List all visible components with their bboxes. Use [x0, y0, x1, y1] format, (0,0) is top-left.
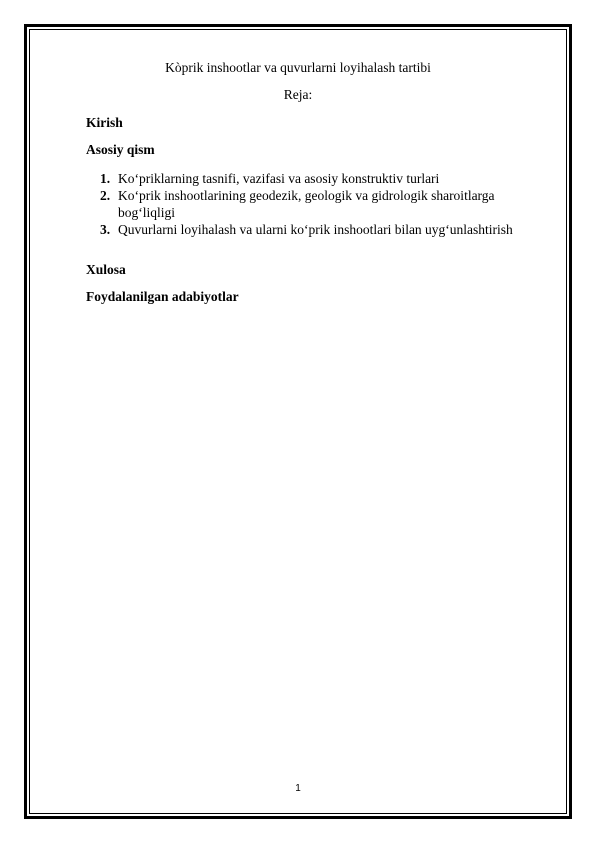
plan-item [100, 187, 540, 221]
section-heading-intro: Kirish [86, 115, 123, 130]
plan-label: Reja: [283, 87, 313, 102]
page-number: 1 [295, 783, 301, 794]
section-heading-conclusion: Xulosa [86, 262, 126, 277]
plan-item-text: Quvurlarni loyihalash va ularni ko‘prik inshootlari bilan uyg‘unlashtirish [118, 222, 513, 237]
section-heading-main: Asosiy qism [86, 142, 155, 157]
plan-item-number: 1. [100, 171, 111, 186]
plan-item-number: 2. [100, 188, 111, 203]
plan-item-text: Ko‘priklarning tasnifi, vazifasi va asosiy konstruktiv turlari [118, 171, 440, 186]
plan-item [100, 170, 540, 187]
plan-item [100, 221, 540, 238]
section-heading-references: Foydalanilgan adabiyotlar [86, 289, 239, 304]
plan-item-number: 3. [100, 222, 111, 237]
document-title: Kòprik inshootlar va quvurlarni loyihalash tartibi [165, 60, 431, 75]
plan-list [100, 170, 540, 238]
plan-item-text: Ko‘prik inshootlarining geodezik, geologik va gidrologik sharoitlarga bog‘liqligi [118, 188, 495, 220]
